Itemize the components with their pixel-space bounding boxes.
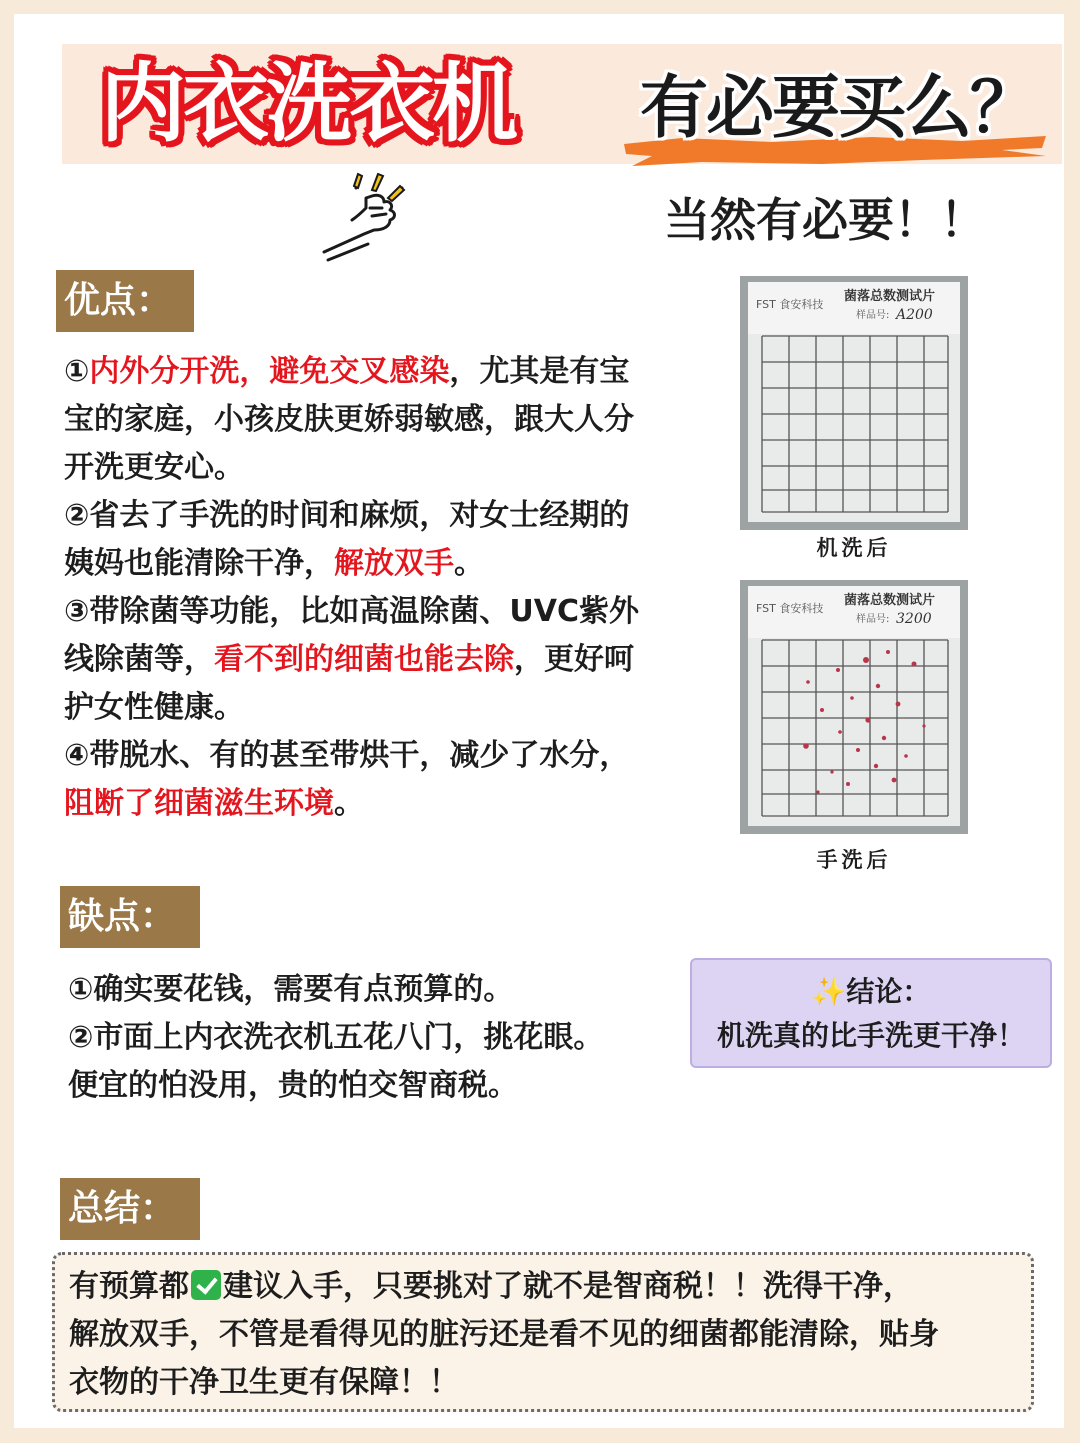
pros-item-2 [64, 492, 654, 588]
pros-item-1-highlight: 内外分开洗，避免交叉感染 [89, 354, 450, 389]
pros-item-2-end: 。 [454, 546, 484, 581]
cons-tag: 缺点： [60, 886, 200, 948]
question-title: 有必要买么？ [640, 69, 1037, 148]
pros-tag: 优点： [56, 270, 194, 332]
cons-item-2: ②市面上内衣洗衣机五花八门，挑花眼。 [68, 1020, 604, 1055]
summary-line-3: 衣物的干净卫生更有保障！！ [69, 1365, 459, 1400]
main-title: 内衣洗衣机 [100, 54, 515, 154]
test-plate-photo-hand [740, 580, 968, 834]
cons-item-1: ①确实要花钱，需要有点预算的。 [68, 972, 514, 1007]
pros-item-3-number: ③ [64, 594, 90, 629]
check-mark-icon [191, 1270, 221, 1300]
cons-item-3: 便宜的怕没用，贵的怕交智商税。 [68, 1068, 518, 1103]
test-plate-photo-machine [740, 276, 968, 530]
test-plate-image [748, 282, 960, 522]
conclusion-box [690, 958, 1052, 1068]
plate-label: 菌落总数测试片 [844, 593, 936, 608]
summary-box [52, 1252, 1034, 1412]
brand-label: FST 食安科技 [756, 298, 824, 311]
pros-item-1-text: ，尤其是有宝宝的家庭，小孩皮肤更娇弱敏感，跟大人分开洗更安心。 [64, 354, 634, 485]
pros-item-3-highlight: 看不到的细菌也能去除 [214, 642, 514, 677]
summary-line-1-end: 建议入手，只要挑对了就不是智商税！！洗得干净， [223, 1269, 913, 1304]
pros-item-2-number: ② [64, 498, 90, 533]
pros-list [64, 348, 654, 828]
summary-line-2: 解放双手，不管是看得见的脏污还是看不见的细菌都能清除，贴身 [69, 1317, 939, 1352]
cons-list [68, 966, 668, 1110]
pros-item-3 [64, 588, 654, 732]
pros-item-4-number: ④ [64, 738, 90, 773]
thumbs-up-icon [318, 168, 418, 264]
summary-line-1 [69, 1263, 1031, 1311]
sample-number: A200 [896, 307, 933, 323]
sample-number: 3200 [896, 611, 932, 627]
pros-item-4-highlight: 阻断了细菌滋生环境 [64, 786, 334, 821]
conclusion-title [692, 970, 1050, 1014]
pros-item-3-text: 带除菌等功能，比如高温除菌、UVC紫外线除菌等， [64, 594, 640, 677]
conclusion-title-text: 结论： [846, 975, 931, 1008]
pros-item-4-end: 。 [334, 786, 364, 821]
sample-label: 样品号: [856, 310, 890, 321]
summary-line-1-start: 有预算都 [69, 1269, 189, 1304]
conclusion-text: 机洗真的比手洗更干净！ [716, 1019, 1025, 1052]
caption-hand-wash: 手洗后 [816, 847, 892, 872]
pros-item-1-number: ① [64, 354, 90, 389]
pros-item-2-highlight: 解放双手 [334, 546, 454, 581]
plate-label: 菌落总数测试片 [844, 289, 936, 304]
sample-label: 样品号: [856, 614, 890, 625]
answer-subheading: 当然有必要！！ [664, 193, 986, 247]
sparkles-icon: ✨ [811, 975, 847, 1008]
pros-item-3-end: ，更好呵护女性健康。 [64, 642, 634, 725]
caption-machine-wash: 机洗后 [816, 535, 892, 560]
brand-label: FST 食安科技 [756, 602, 824, 615]
pros-item-4 [64, 732, 654, 828]
pros-item-1 [64, 348, 654, 492]
pros-item-4-text: 带脱水、有的甚至带烘干，减少了水分， [89, 738, 630, 773]
test-plate-image [748, 586, 960, 826]
pros-item-2-text: 省去了手洗的时间和麻烦，对女士经期的姨妈也能清除干净， [64, 498, 630, 581]
summary-tag: 总结： [60, 1178, 200, 1240]
